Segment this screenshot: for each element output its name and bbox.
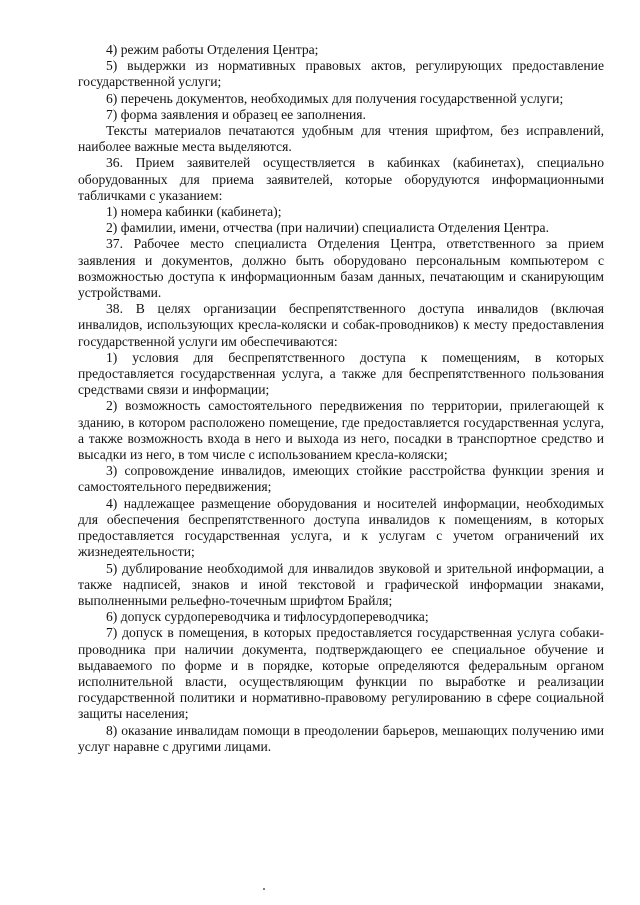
paragraph-38-item-2: 2) возможность самостоятельного передвижения по территории, прилегающей к зданию, в котором расположено помещение, где предоставляется государственная услуга, а также возможность входа в него и выхода из него, посадки в транспортное средство и высадки из него, в том числе с использованием кресла-коляски;: [78, 398, 604, 463]
paragraph-38-item-8: 8) оказание инвалидам помощи в преодолении барьеров, мешающих получению ими услуг наравне с другими лицами.: [78, 722, 604, 754]
paragraph-38-item-5: 5) дублирование необходимой для инвалидов звуковой и зрительной информации, а также надписей, знаков и иной текстовой и графической информации знаками, выполненными рельефно-точечным шрифтом Брайля;: [78, 560, 604, 608]
paragraph-7-application-form: 7) форма заявления и образец ее заполнения.: [106, 106, 366, 122]
paragraph-37-workplace: 37. Рабочее место специалиста Отделения Центра, ответственного за прием заявления и документов, должно быть оборудовано персональным компьютером с возможностью доступа к информационным базам данных, печатающим и сканирующим устройствами.: [78, 236, 604, 301]
paragraph-38-item-4: 4) надлежащее размещение оборудования и носителей информации, необходимых для обеспечения беспрепятственного доступа инвалидов к помещениям, в которых предоставляется государственная услуга, и к услугам с учетом ограничений их жизнедеятельности;: [78, 495, 604, 560]
paragraph-38-item-6: 6) допуск сурдопереводчика и тифлосурдопереводчика;: [106, 609, 429, 625]
document-body: [78, 42, 604, 755]
paragraph-38-accessibility: 38. В целях организации беспрепятственного доступа инвалидов (включая инвалидов, использующих кресла-коляски и собак-проводников) к месту предоставления государственной услуги им обеспечиваются:: [78, 301, 604, 349]
paragraph-texts-printing: Тексты материалов печатаются удобным для чтения шрифтом, без исправлений, наиболее важные места выделяются.: [78, 123, 604, 155]
paragraph-38-item-7: 7) допуск в помещения, в которых предоставляется государственная услуга собаки-проводника при наличии документа, подтверждающего ее специальное обучение и выдаваемого по форме и в порядке, которые определяются федеральным органом исполнительной власти, осуществляющим функции по выработке и реализации государственной политики и нормативно-правовому регулированию в сфере социальной защиты населения;: [78, 625, 604, 722]
paragraph-38-item-1: 1) условия для беспрепятственного доступа к помещениям, в которых предоставляется государственная услуга, а также для беспрепятственного пользования средствами связи и информации;: [78, 349, 604, 398]
paragraph-36-item-2: 2) фамилии, имени, отчества (при наличии) специалиста Отделения Центра.: [106, 220, 549, 236]
paragraph-38-item-3: 3) сопровождение инвалидов, имеющих стойкие расстройства функции зрения и самостоятельного передвижения;: [78, 463, 604, 495]
scan-speck: [263, 888, 265, 890]
paragraph-4-work-schedule: 4) режим работы Отделения Центра;: [106, 42, 319, 57]
paragraph-36-reception: 36. Прием заявителей осуществляется в кабинках (кабинетах), специально оборудованных для приема заявителей, которые оборудуются информационными табличками с указанием:: [78, 155, 604, 203]
paragraph-6-documents-list: 6) перечень документов, необходимых для получения государственной услуги;: [106, 90, 564, 106]
paragraph-5-legal-excerpts: 5) выдержки из нормативных правовых актов, регулирующих предоставление государственной услуги;: [78, 58, 604, 90]
paragraph-36-item-1: 1) номера кабинки (кабинета);: [106, 204, 282, 220]
